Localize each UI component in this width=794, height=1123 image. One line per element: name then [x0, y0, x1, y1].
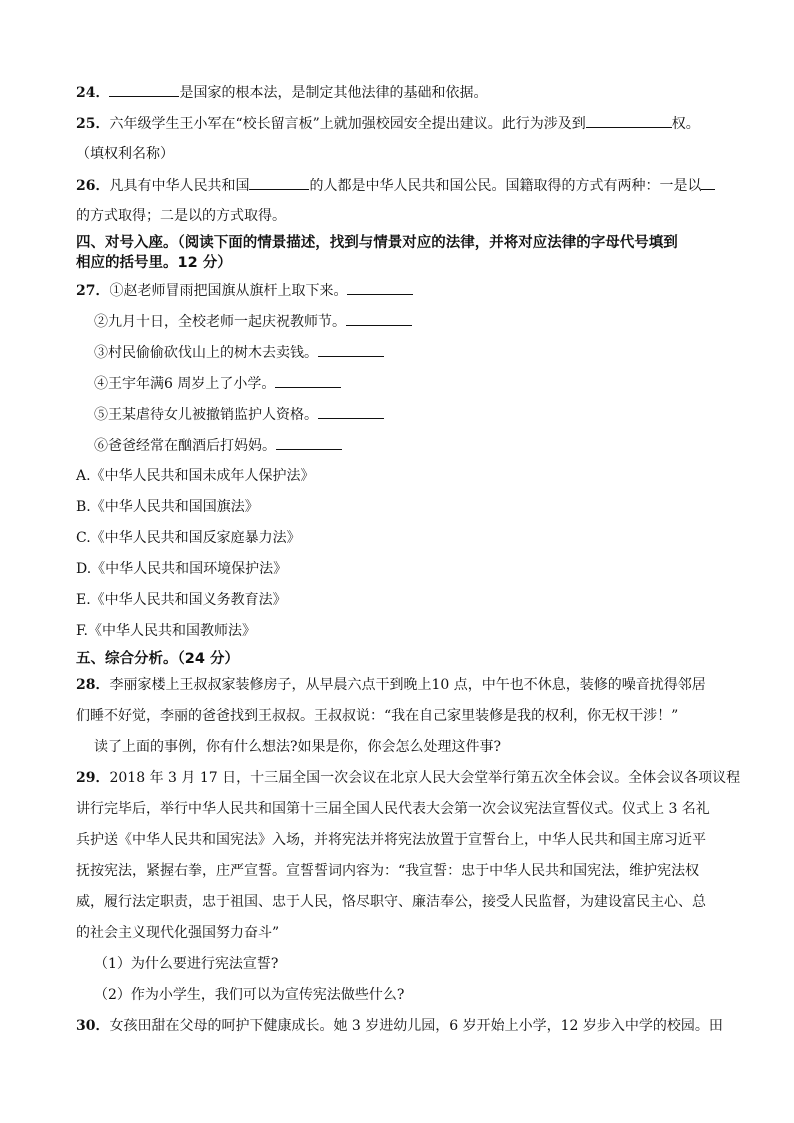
question-25	[76, 113, 754, 134]
question-text: 李丽家楼上王叔叔家装修房子，从早晨六点干到晚上10 点，中午也不休息，装修的噪音扰得邻居	[109, 677, 706, 693]
question-number: 26．	[76, 178, 110, 194]
item-text: 赵老师冒雨把国旗从旗杆上取下来。	[123, 283, 348, 299]
sub-question-text: （1）为什么要进行宪法宣誓?	[94, 956, 279, 972]
question-text: 讲行完毕后，举行中华人民共和国第十三届全国人民代表大会第一次会议宪法宣誓仪式。仪式上 3 名礼	[76, 801, 710, 817]
question-text: 的社会主义现代化强国努力奋斗”	[76, 925, 280, 941]
question-27-item-6	[94, 435, 754, 456]
section-heading-text: 四、对号入座。（阅读下面的情景描述，找到与情景对应的法律，并将对应法律的字母代号填到	[76, 235, 678, 251]
question-text: 的人都是中华人民共和国公民。国籍取得的方式有两种：一是以	[309, 178, 702, 194]
question-number: 28．	[76, 677, 110, 693]
option-text: B.《中华人民共和国国旗法》	[76, 499, 259, 515]
question-29-line5	[76, 892, 754, 912]
question-text: 2018 年 3 月 17 日，十三届全国一次会议在北京人民大会堂举行第五次全体会议。全体会议各项议程	[109, 770, 741, 786]
answer-blank[interactable]	[276, 435, 342, 450]
question-29-line4	[76, 861, 754, 881]
question-text: 六年级学生王小军在“校长留言板”上就加强校园安全提出建议。此行为涉及到	[109, 116, 586, 132]
question-number: 24．	[76, 85, 110, 101]
item-text: 村民偷偷砍伐山上的树木去卖钱。	[108, 345, 318, 361]
item-text: 王某虐待女儿被撤销监护人资格。	[108, 407, 318, 423]
answer-blank[interactable]	[347, 280, 413, 295]
section-heading-text: 相应的括号里。12 分）	[76, 255, 232, 271]
option-text: E.《中华人民共和国义务教育法》	[76, 592, 287, 608]
question-26-line2	[76, 206, 754, 226]
question-number: 30．	[76, 1018, 110, 1034]
question-text: 兵护送《中华人民共和国宪法》入场，并将宪法并将宪法放置于宣誓台上，中华人民共和国主席习近平	[76, 832, 706, 848]
item-mark: ④	[94, 376, 108, 392]
question-28-line2	[76, 706, 754, 726]
answer-blank[interactable]	[249, 175, 309, 190]
question-29-sub-1	[94, 954, 754, 974]
question-text-tail: 权。	[671, 116, 700, 132]
question-24	[76, 82, 754, 103]
question-text: 抚按宪法，紧握右拳，庄严宣誓。宣誓誓词内容为：“我宣誓：忠于中华人民共和国宪法，维护宪法权	[76, 863, 700, 879]
option-a	[76, 466, 754, 486]
answer-blank[interactable]	[318, 342, 384, 357]
question-29	[76, 768, 754, 788]
question-text: 威，履行法定职责，忠于祖国、忠于人民，恪尽职守、廉洁奉公，接受人民监督，为建设富民主心、总	[76, 894, 706, 910]
question-29-line2	[76, 799, 754, 819]
option-f	[76, 621, 754, 641]
question-29-line6	[76, 923, 754, 943]
question-text: 们睡不好觉，李丽的爸爸找到王叔叔。王叔叔说：“我在自己家里装修是我的权利，你无权干涉！”	[76, 708, 679, 724]
note-text: （填权利名称）	[76, 146, 174, 162]
option-b	[76, 497, 754, 517]
question-text: 凡具有中华人民共和国	[109, 178, 250, 194]
item-mark: ⑤	[94, 407, 108, 423]
option-text: A.《中华人民共和国未成年人保护法》	[76, 468, 315, 484]
question-text: 是国家的根本法，是制定其他法律的基础和依据。	[179, 85, 488, 101]
question-text: 女孩田甜在父母的呵护下健康成长。她 3 岁进幼儿园，6 岁开始上小学，12 岁步入中学的校园。田	[109, 1018, 723, 1034]
answer-blank[interactable]	[109, 82, 179, 97]
answer-blank[interactable]	[586, 113, 672, 128]
question-28-line3	[94, 737, 754, 757]
question-26	[76, 175, 754, 196]
question-number: 25．	[76, 116, 110, 132]
section-4-heading	[76, 233, 754, 253]
question-number: 29．	[76, 770, 110, 786]
answer-blank[interactable]	[318, 404, 384, 419]
section-heading-text: 五、综合分析。（24 分）	[76, 651, 239, 667]
section-5-heading	[76, 649, 754, 669]
section-4-heading-line2	[76, 253, 754, 273]
question-27-item-1	[76, 280, 754, 301]
question-28	[76, 675, 754, 695]
item-mark: ⑥	[94, 438, 108, 454]
question-27-item-4	[94, 373, 754, 394]
option-c	[76, 528, 754, 548]
question-text: 的方式取得；二是以的方式取得。	[76, 208, 286, 224]
item-mark: ①	[109, 283, 124, 299]
answer-blank[interactable]	[701, 175, 715, 190]
item-text: 王宇年满6 周岁上了小学。	[108, 376, 276, 392]
item-text: 爸爸经常在酗酒后打妈妈。	[108, 438, 276, 454]
item-mark: ②	[94, 314, 108, 330]
question-29-sub-2	[94, 985, 754, 1005]
question-25-note	[76, 144, 754, 164]
question-number: 27．	[76, 283, 110, 299]
answer-blank[interactable]	[346, 311, 412, 326]
option-d	[76, 559, 754, 579]
question-30	[76, 1016, 754, 1036]
item-text: 九月十日，全校老师一起庆祝教师节。	[108, 314, 346, 330]
question-29-line3	[76, 830, 754, 850]
option-text: F.《中华人民共和国教师法》	[76, 623, 256, 639]
option-text: C.《中华人民共和国反家庭暴力法》	[76, 530, 301, 546]
answer-blank[interactable]	[275, 373, 341, 388]
question-27-item-3	[94, 342, 754, 363]
question-27-item-2	[94, 311, 754, 332]
question-text: 读了上面的事例，你有什么想法?如果是你，你会怎么处理这件事?	[94, 739, 502, 755]
question-27-item-5	[94, 404, 754, 425]
option-e	[76, 590, 754, 610]
sub-question-text: （2）作为小学生，我们可以为宣传宪法做些什么?	[94, 987, 405, 1003]
item-mark: ③	[94, 345, 108, 361]
option-text: D.《中华人民共和国环境保护法》	[76, 561, 288, 577]
